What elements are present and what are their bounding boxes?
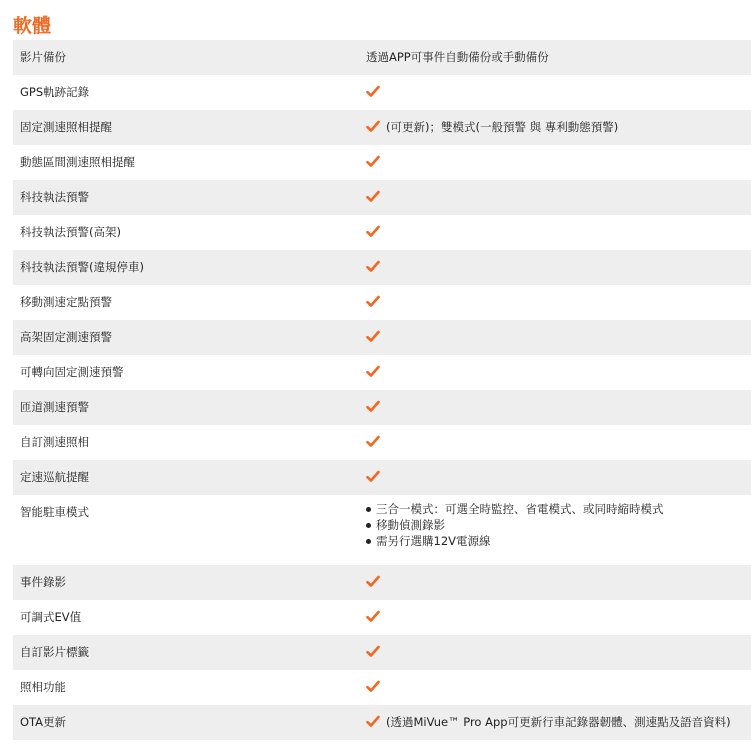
check-icon: [366, 715, 381, 729]
feature-label: 可轉向固定測速預警: [20, 365, 124, 379]
feature-value: [366, 600, 751, 624]
feature-label: 智能駐車模式: [20, 505, 89, 519]
feature-label: 照相功能: [20, 680, 66, 694]
feature-value: [366, 425, 751, 449]
check-icon: [366, 575, 381, 589]
feature-value: [366, 40, 751, 64]
spec-table: [13, 40, 751, 740]
table-row: [13, 110, 751, 145]
feature-value: [366, 250, 751, 274]
feature-label: 事件錄影: [20, 575, 66, 589]
feature-value: [366, 460, 751, 484]
feature-value: [366, 390, 751, 414]
feature-label: 動態區間測速照相提醒: [20, 155, 135, 169]
check-icon: [366, 435, 381, 449]
check-icon: [366, 155, 381, 169]
feature-value: [366, 705, 751, 729]
bullet-dot-icon: [366, 523, 371, 528]
section-title: 軟體: [13, 15, 52, 37]
check-icon: [366, 260, 381, 274]
feature-value: [366, 145, 751, 169]
table-row: [13, 215, 751, 250]
table-row: [13, 180, 751, 215]
table-row: [13, 285, 751, 320]
table-row: [13, 320, 751, 355]
bullet-text: 三合一模式：可選全時監控、省電模式、或同時縮時模式: [376, 502, 664, 516]
feature-label: GPS軌跡記錄: [20, 85, 90, 99]
check-icon: [366, 680, 381, 694]
value-text: (可更新)；雙模式(一般預警 與 專利動態預警): [386, 120, 619, 134]
check-icon: [366, 365, 381, 379]
table-row: [13, 705, 751, 740]
feature-label: 高架固定測速預警: [20, 330, 112, 344]
feature-value: [366, 180, 751, 204]
feature-value: [366, 215, 751, 239]
bullet-list: [366, 501, 664, 549]
value-text: (透過MiVue™ Pro App可更新行車記錄器韌體、測速點及語音資料): [386, 715, 731, 729]
feature-label: 影片備份: [20, 50, 66, 64]
feature-value: [366, 495, 751, 549]
list-item: [366, 501, 664, 517]
feature-label: OTA更新: [20, 715, 67, 729]
table-row: [13, 565, 751, 600]
table-row: [13, 670, 751, 705]
table-row: [13, 250, 751, 285]
feature-label: 可調式EV值: [20, 610, 82, 624]
feature-label: 科技執法預警: [20, 190, 89, 204]
bullet-text: 需另行選購12V電源線: [376, 534, 491, 548]
check-icon: [366, 330, 381, 344]
feature-label: 科技執法預警(高架): [20, 225, 121, 239]
bullet-text: 移動偵測錄影: [376, 518, 445, 532]
table-row: [13, 425, 751, 460]
list-item: [366, 533, 664, 549]
feature-label: 固定測速照相提醒: [20, 120, 112, 134]
table-row: [13, 75, 751, 110]
table-row: [13, 495, 751, 565]
check-icon: [366, 470, 381, 484]
feature-value: [366, 285, 751, 309]
feature-label: 自訂測速照相: [20, 435, 89, 449]
table-row: [13, 40, 751, 75]
feature-value: [366, 565, 751, 589]
check-icon: [366, 610, 381, 624]
check-icon: [366, 225, 381, 239]
table-row: [13, 355, 751, 390]
table-row: [13, 460, 751, 495]
feature-label: 匝道測速預警: [20, 400, 89, 414]
list-item: [366, 517, 664, 533]
check-icon: [366, 85, 381, 99]
feature-label: 科技執法預警(違規停車): [20, 260, 144, 274]
check-icon: [366, 645, 381, 659]
feature-label: 移動測速定點預警: [20, 295, 112, 309]
value-text: 透過APP可事件自動備份或手動備份: [366, 50, 549, 64]
table-row: [13, 635, 751, 670]
feature-value: [366, 75, 751, 99]
feature-label: 自訂影片標籤: [20, 645, 89, 659]
feature-value: [366, 355, 751, 379]
table-row: [13, 390, 751, 425]
table-row: [13, 145, 751, 180]
check-icon: [366, 400, 381, 414]
feature-value: [366, 670, 751, 694]
table-row: [13, 600, 751, 635]
feature-label: 定速巡航提醒: [20, 470, 89, 484]
check-icon: [366, 120, 381, 134]
feature-value: [366, 635, 751, 659]
check-icon: [366, 190, 381, 204]
feature-value: [366, 110, 751, 134]
bullet-dot-icon: [366, 539, 371, 544]
feature-value: [366, 320, 751, 344]
bullet-dot-icon: [366, 507, 371, 512]
check-icon: [366, 295, 381, 309]
